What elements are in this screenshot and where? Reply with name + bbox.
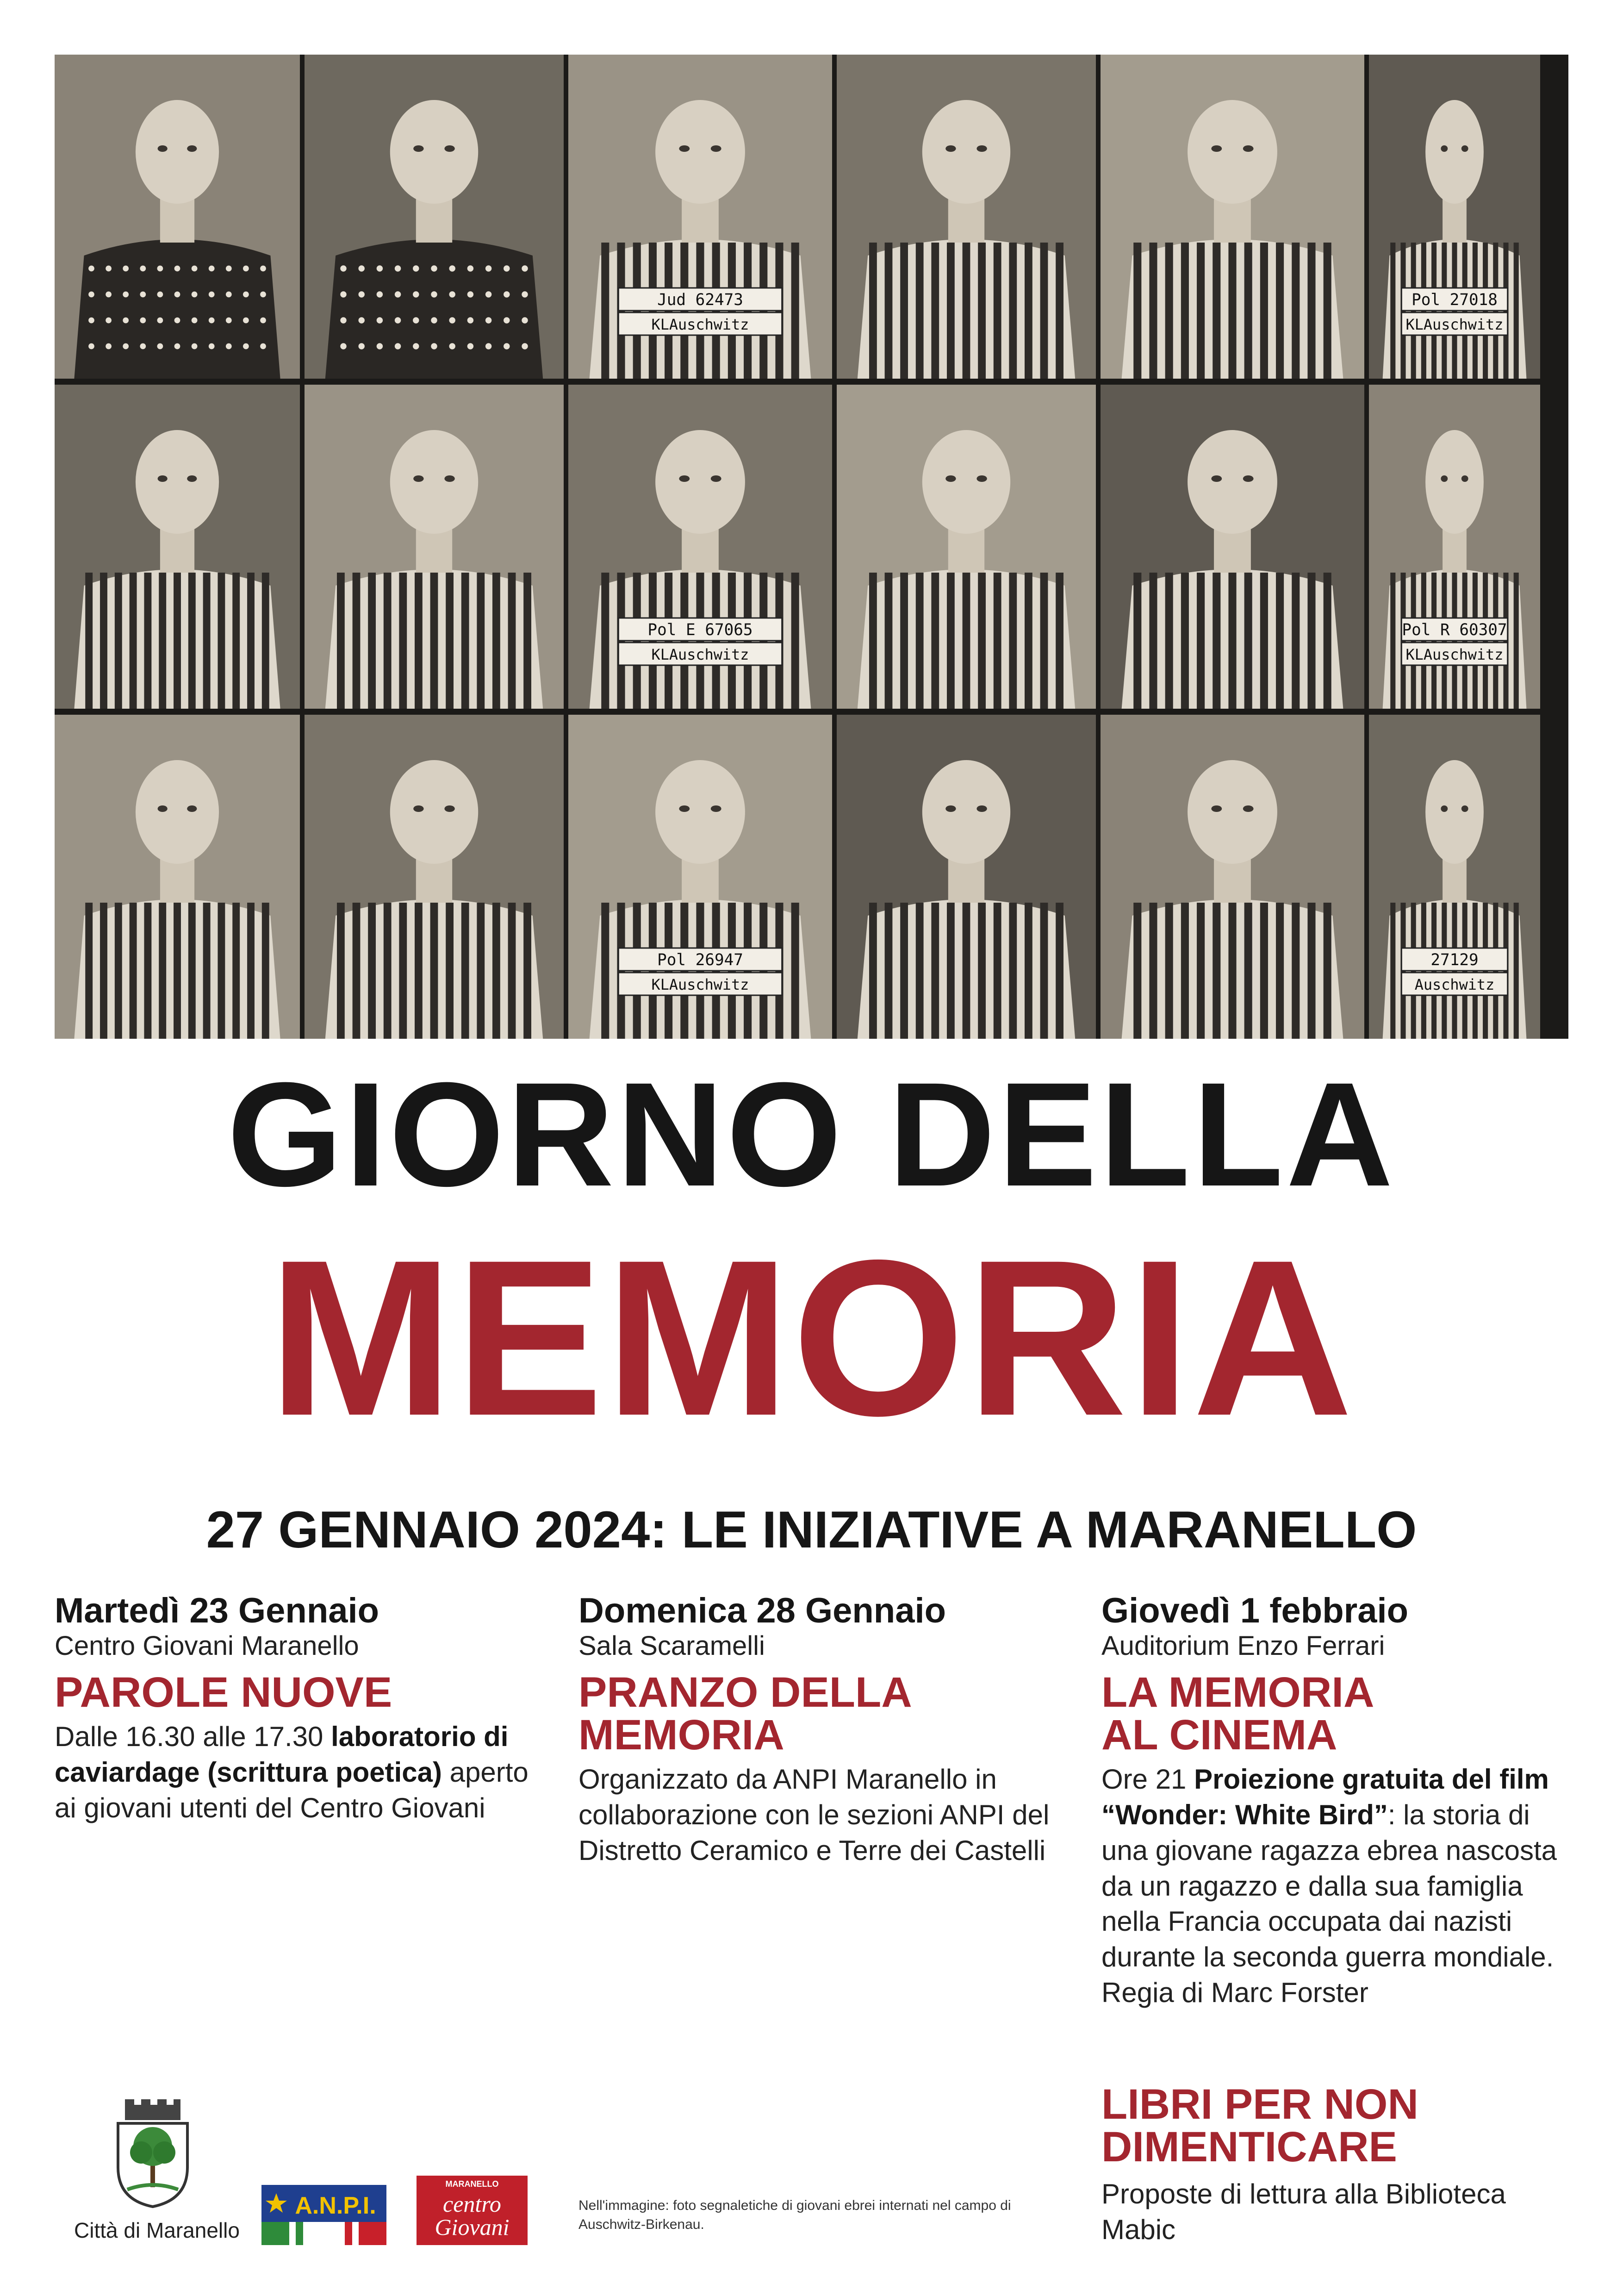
subtitle-date-location: 27 GENNAIO 2024: LE INIZIATIVE A MARANELLO bbox=[206, 1501, 1417, 1559]
event-title-line: DIMENTICARE bbox=[1101, 2123, 1397, 2171]
camp-label-tag: Auschwitz bbox=[1414, 975, 1495, 993]
mugshot-photo bbox=[568, 715, 832, 1039]
camp-label-tag: KLAuschwitz bbox=[1405, 315, 1504, 333]
mugshot-photo bbox=[305, 55, 564, 379]
mugshot-photo bbox=[1369, 55, 1540, 379]
prisoner-number-tag: Pol 26947 bbox=[657, 950, 743, 969]
coat-of-arms-icon bbox=[106, 2095, 199, 2210]
event-venue: Centro Giovani Maranello bbox=[55, 1630, 359, 1661]
event-desc-part: : la storia di una giovane ragazza ebrea nascosta da un ragazzo e dalla sua famiglia nella Francia occupata dai nazisti durante la seconda guerra mondiale. Regia di Marc Forster bbox=[1101, 1799, 1557, 2009]
camp-label-tag: KLAuschwitz bbox=[651, 975, 749, 993]
event-date: Domenica 28 Gennaio bbox=[578, 1591, 946, 1630]
mugshot-photo bbox=[568, 55, 832, 379]
mugshot-photo bbox=[305, 715, 564, 1039]
mugshot-photo bbox=[55, 715, 300, 1039]
mugshot-photo bbox=[55, 385, 300, 709]
photo-credit: Nell'immagine: foto segnaletiche di giovani ebrei internati nel campo di Auschwitz-Birkenau. bbox=[578, 2198, 1011, 2232]
headline-giorno-della: GIORNO DELLA bbox=[227, 1051, 1396, 1217]
event-venue: Sala Scaramelli bbox=[578, 1630, 765, 1661]
camp-label-tag: KLAuschwitz bbox=[651, 315, 749, 333]
mugshot-photo bbox=[305, 385, 564, 709]
anpi-logo bbox=[261, 2185, 386, 2245]
event-desc-part: Organizzato da ANPI Maranello in collaborazione con le sezioni ANPI del Distretto Ceramico e Terre dei Castelli bbox=[578, 1764, 1050, 1866]
event-date: Martedì 23 Gennaio bbox=[55, 1591, 379, 1630]
camp-label-tag: KLAuschwitz bbox=[1405, 645, 1504, 663]
extra-event-title bbox=[1101, 2081, 1568, 2171]
event-desc-part: aperto ai giovani utenti del Centro Giovani bbox=[55, 1757, 529, 1823]
event-column-1 bbox=[55, 1592, 545, 1826]
event-title bbox=[578, 1669, 1069, 1759]
event-title bbox=[55, 1671, 545, 1714]
citta-di-maranello-logo bbox=[74, 2095, 240, 2243]
event-description bbox=[55, 1719, 545, 1826]
event-title-line: PAROLE NUOVE bbox=[55, 1669, 392, 1716]
event-title-line: AL CINEMA bbox=[1101, 1711, 1337, 1759]
event-title-line: PRANZO DELLA bbox=[578, 1669, 912, 1716]
prisoner-number-tag: Pol R 60307 bbox=[1402, 620, 1507, 639]
headline-memoria: MEMORIA bbox=[268, 1213, 1355, 1462]
mugshot-photo bbox=[1369, 385, 1540, 709]
mugshot-photo bbox=[1101, 55, 1364, 379]
prisoner-number-tag: Pol 27018 bbox=[1412, 290, 1498, 309]
extra-event-libri bbox=[1101, 2083, 1568, 2248]
mugshot-photo bbox=[1101, 385, 1364, 709]
event-desc-bold: laboratorio di caviardage (scrittura poetica) bbox=[55, 1721, 509, 1788]
anpi-label: A.N.P.I. bbox=[295, 2192, 376, 2219]
event-title bbox=[1101, 1669, 1568, 1759]
event-date: Giovedì 1 febbraio bbox=[1101, 1591, 1409, 1630]
centro-giovani-top: MARANELLO bbox=[445, 2179, 499, 2189]
event-title-line: LA MEMORIA bbox=[1101, 1669, 1374, 1716]
event-description bbox=[1101, 1762, 1568, 2011]
prisoner-number-tag: 27129 bbox=[1430, 950, 1479, 969]
event-venue: Auditorium Enzo Ferrari bbox=[1101, 1630, 1385, 1661]
event-desc-part: Dalle 16.30 alle 17.30 bbox=[55, 1721, 331, 1753]
camp-label-tag: KLAuschwitz bbox=[651, 645, 749, 663]
event-description bbox=[578, 1762, 1069, 1868]
extra-event-description: Proposte di lettura alla Biblioteca Mabic bbox=[1101, 2178, 1506, 2245]
prisoner-number-tag: Pol E 67065 bbox=[647, 620, 753, 639]
mugshot-photo bbox=[837, 385, 1096, 709]
event-column-3 bbox=[1101, 1592, 1568, 2011]
mugshot-photo bbox=[1369, 715, 1540, 1039]
event-desc-part: Ore 21 bbox=[1101, 1764, 1194, 1795]
mugshot-photo bbox=[568, 385, 832, 709]
event-column-2 bbox=[578, 1592, 1069, 1869]
event-title-line: MEMORIA bbox=[578, 1711, 784, 1759]
event-desc-bold: Proiezione gratuita del film “Wonder: White Bird” bbox=[1101, 1764, 1549, 1831]
event-title-line: LIBRI PER NON bbox=[1101, 2081, 1418, 2128]
mugshot-photo bbox=[1101, 715, 1364, 1039]
mugshot-photo bbox=[837, 55, 1096, 379]
centro-giovani-line1: centro bbox=[443, 2191, 501, 2217]
mugshot-photo bbox=[837, 715, 1096, 1039]
mugshot-photo bbox=[55, 55, 300, 379]
centro-giovani-logo bbox=[417, 2176, 528, 2245]
archive-photo-grid bbox=[55, 55, 1568, 1039]
citta-caption: Città di Maranello bbox=[74, 2218, 240, 2242]
centro-giovani-line2: Giovani bbox=[435, 2214, 510, 2240]
prisoner-number-tag: Jud 62473 bbox=[657, 290, 743, 309]
